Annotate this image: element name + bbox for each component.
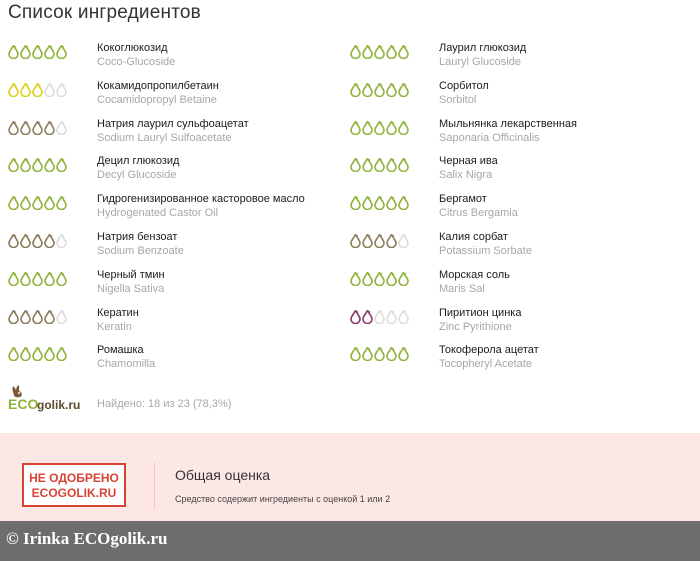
rating-drops bbox=[350, 120, 409, 140]
drop-icon bbox=[20, 195, 31, 215]
ingredient-name-ru[interactable]: Децил глюкозид bbox=[97, 155, 180, 168]
drop-icon bbox=[56, 120, 67, 140]
drop-icon bbox=[398, 346, 409, 366]
drop-icon bbox=[362, 157, 373, 177]
drop-icon bbox=[44, 271, 55, 291]
drop-icon bbox=[56, 157, 67, 177]
rating-drops bbox=[350, 44, 409, 64]
drop-icon bbox=[386, 271, 397, 291]
ingredient-name-lat: Decyl Glucoside bbox=[97, 169, 177, 182]
drop-icon bbox=[350, 309, 361, 329]
ingredient-name-lat: Lauryl Glucoside bbox=[439, 56, 521, 68]
drop-icon bbox=[32, 82, 43, 102]
ingredient-name-ru[interactable]: Калия сорбат bbox=[439, 230, 508, 243]
ingredient-name-lat: Hydrogenated Castor Oil bbox=[97, 207, 219, 220]
ingredient-names bbox=[439, 344, 539, 371]
drop-icon bbox=[8, 309, 19, 329]
ingredient-name-lat: Sodium Benzoate bbox=[97, 244, 184, 257]
logo-golik-text: golik.ru bbox=[37, 398, 81, 412]
drop-icon bbox=[44, 120, 55, 140]
ingredient-names bbox=[97, 155, 179, 182]
ingredient-name-ru[interactable]: Мыльнянка лекарственная bbox=[439, 117, 577, 130]
rating-drops bbox=[8, 309, 67, 329]
drop-icon bbox=[350, 82, 361, 102]
rating-drops bbox=[8, 233, 67, 253]
drop-icon bbox=[374, 271, 385, 291]
ingredient-name-lat: Nigella Sativa bbox=[97, 282, 165, 295]
drop-icon bbox=[32, 309, 43, 329]
ingredient-names bbox=[439, 155, 498, 182]
overall-rating-title: Общая оценка bbox=[175, 467, 271, 483]
drop-icon bbox=[8, 271, 19, 291]
drop-icon bbox=[20, 120, 31, 140]
rating-drops bbox=[350, 195, 409, 215]
drop-icon bbox=[398, 195, 409, 215]
rating-drops bbox=[350, 157, 409, 177]
stamp-line-2: ECOGOLIK.RU bbox=[31, 486, 117, 500]
ingredient-name-ru[interactable]: Сорбитол bbox=[439, 79, 489, 92]
drop-icon bbox=[56, 271, 67, 291]
drop-icon bbox=[374, 82, 385, 102]
ingredient-names bbox=[439, 42, 526, 69]
drop-icon bbox=[20, 157, 31, 177]
ingredient-name-lat: Saponaria Officinalis bbox=[439, 131, 540, 144]
drop-icon bbox=[56, 233, 67, 253]
not-approved-stamp bbox=[22, 463, 126, 507]
drop-icon bbox=[8, 346, 19, 366]
drop-icon bbox=[56, 44, 67, 64]
drop-icon bbox=[386, 44, 397, 64]
drop-icon bbox=[386, 309, 397, 329]
drop-icon bbox=[8, 233, 19, 253]
drop-icon bbox=[398, 157, 409, 177]
drop-icon bbox=[362, 271, 373, 291]
ingredient-name-ru[interactable]: Натрия лаурил сульфоацетат bbox=[97, 117, 249, 130]
ingredient-name-ru[interactable]: Бергамот bbox=[439, 193, 487, 206]
drop-icon bbox=[44, 309, 55, 329]
drop-icon bbox=[386, 120, 397, 140]
drop-icon bbox=[386, 82, 397, 102]
ingredient-names bbox=[97, 42, 175, 69]
ingredient-names bbox=[439, 80, 489, 107]
ingredient-name-ru[interactable]: Токоферола ацетат bbox=[439, 344, 539, 357]
drop-icon bbox=[44, 44, 55, 64]
drop-icon bbox=[32, 195, 43, 215]
rating-drops bbox=[8, 346, 67, 366]
ingredient-names bbox=[439, 193, 518, 220]
rating-drops bbox=[8, 157, 67, 177]
ingredient-name-lat: Maris Sal bbox=[439, 282, 485, 295]
drop-icon bbox=[386, 233, 397, 253]
rating-drops bbox=[8, 120, 67, 140]
drop-icon bbox=[8, 120, 19, 140]
ingredient-name-ru[interactable]: Морская соль bbox=[439, 268, 510, 281]
ingredient-names bbox=[439, 118, 577, 145]
ingredient-names bbox=[97, 344, 155, 371]
ingredient-name-lat: Sodium Lauryl Sulfoacetate bbox=[97, 131, 232, 144]
ingredient-name-lat: Chamomilla bbox=[97, 358, 156, 371]
drop-icon bbox=[374, 309, 385, 329]
rating-drops bbox=[350, 346, 409, 366]
drop-icon bbox=[374, 233, 385, 253]
ingredient-name-ru[interactable]: Натрия бензоат bbox=[97, 230, 178, 243]
drop-icon bbox=[374, 120, 385, 140]
rating-drops bbox=[8, 82, 67, 102]
drop-icon bbox=[350, 157, 361, 177]
drop-icon bbox=[32, 271, 43, 291]
drop-icon bbox=[386, 346, 397, 366]
page-title: Список ингредиентов bbox=[8, 2, 201, 23]
drop-icon bbox=[20, 309, 31, 329]
drop-icon bbox=[32, 157, 43, 177]
ingredient-names bbox=[97, 307, 139, 334]
ingredient-name-ru[interactable]: Гидрогенизированное касторовое масло bbox=[97, 193, 305, 206]
drop-icon bbox=[362, 233, 373, 253]
rating-drops bbox=[8, 44, 67, 64]
ecogolik-logo bbox=[8, 381, 88, 418]
verdict-divider bbox=[154, 462, 155, 510]
drop-icon bbox=[374, 44, 385, 64]
drop-icon bbox=[374, 157, 385, 177]
ingredient-name-ru[interactable]: Черный тмин bbox=[97, 268, 165, 281]
logo-eco-text: ECO bbox=[8, 396, 39, 412]
ingredient-name-lat: Potassium Sorbate bbox=[439, 244, 532, 257]
ingredient-names bbox=[97, 193, 305, 220]
ingredient-names bbox=[439, 231, 532, 258]
drop-icon bbox=[56, 195, 67, 215]
ingredient-name-ru[interactable]: Ромашка bbox=[97, 344, 144, 357]
drop-icon bbox=[8, 82, 19, 102]
drop-icon bbox=[398, 44, 409, 64]
photo-credit: © Irinka ECOgolik.ru bbox=[6, 529, 168, 548]
drop-icon bbox=[32, 346, 43, 366]
ingredient-name-lat: Coco-Glucoside bbox=[97, 56, 176, 68]
ingredient-name-ru[interactable]: Кератин bbox=[97, 306, 139, 319]
rating-drops bbox=[350, 233, 409, 253]
drop-icon bbox=[398, 233, 409, 253]
drop-icon bbox=[44, 195, 55, 215]
drop-icon bbox=[386, 157, 397, 177]
rating-drops bbox=[8, 195, 67, 215]
drop-icon bbox=[20, 233, 31, 253]
drop-icon bbox=[32, 233, 43, 253]
rating-drops bbox=[8, 271, 67, 291]
found-count: Найдено: 18 из 23 (78,3%) bbox=[97, 398, 232, 410]
rating-drops bbox=[350, 309, 409, 329]
drop-icon bbox=[362, 82, 373, 102]
drop-icon bbox=[8, 44, 19, 64]
drop-icon bbox=[32, 44, 43, 64]
drop-icon bbox=[398, 120, 409, 140]
drop-icon bbox=[8, 157, 19, 177]
ingredient-name-ru[interactable]: Пиритион цинка bbox=[439, 306, 522, 319]
ingredient-names bbox=[97, 118, 249, 145]
ingredient-name-lat: Citrus Bergamia bbox=[439, 207, 518, 220]
drop-icon bbox=[350, 44, 361, 64]
drop-icon bbox=[350, 346, 361, 366]
ingredient-name-ru[interactable]: Кокамидопропилбетаин bbox=[97, 79, 219, 92]
drop-icon bbox=[374, 346, 385, 366]
drop-icon bbox=[56, 346, 67, 366]
drop-icon bbox=[56, 309, 67, 329]
ingredient-name-lat: Cocamidopropyl Betaine bbox=[97, 93, 217, 106]
drop-icon bbox=[44, 233, 55, 253]
drop-icon bbox=[398, 271, 409, 291]
drop-icon bbox=[398, 82, 409, 102]
drop-icon bbox=[374, 195, 385, 215]
ingredient-name-lat: Keratin bbox=[97, 320, 132, 333]
drop-icon bbox=[362, 44, 373, 64]
drop-icon bbox=[362, 195, 373, 215]
drop-icon bbox=[398, 309, 409, 329]
drop-icon bbox=[20, 82, 31, 102]
drop-icon bbox=[20, 346, 31, 366]
drop-icon bbox=[350, 195, 361, 215]
overall-rating-description: Средство содержит ингредиенты с оценкой 1 или 2 bbox=[175, 494, 391, 504]
drop-icon bbox=[350, 120, 361, 140]
drop-icon bbox=[362, 346, 373, 366]
drop-icon bbox=[386, 195, 397, 215]
ingredient-names bbox=[439, 307, 521, 334]
ingredient-name-lat: Zinc Pyrithione bbox=[439, 320, 512, 333]
rating-drops bbox=[350, 271, 409, 291]
ingredient-names bbox=[97, 231, 184, 258]
rating-drops bbox=[350, 82, 409, 102]
drop-icon bbox=[20, 44, 31, 64]
drop-icon bbox=[56, 82, 67, 102]
drop-icon bbox=[8, 195, 19, 215]
ingredient-name-ru[interactable]: Черная ива bbox=[439, 155, 498, 168]
drop-icon bbox=[44, 346, 55, 366]
ingredient-name-lat: Sorbitol bbox=[439, 93, 477, 106]
ingredient-name-ru[interactable]: Лаурил глюкозид bbox=[439, 42, 527, 54]
drop-icon bbox=[32, 120, 43, 140]
drop-icon bbox=[350, 233, 361, 253]
drop-icon bbox=[44, 82, 55, 102]
ingredient-names bbox=[97, 269, 165, 296]
stamp-line-1: НЕ ОДОБРЕНО bbox=[29, 471, 119, 485]
ingredient-names bbox=[97, 80, 219, 107]
drop-icon bbox=[44, 157, 55, 177]
ingredient-name-lat: Salix Nigra bbox=[439, 169, 493, 182]
drop-icon bbox=[20, 271, 31, 291]
drop-icon bbox=[362, 120, 373, 140]
ingredient-name-lat: Tocopheryl Acetate bbox=[439, 358, 532, 371]
ingredient-name-ru[interactable]: Кокоглюкозид bbox=[97, 42, 168, 54]
drop-icon bbox=[362, 309, 373, 329]
ingredient-names bbox=[439, 269, 510, 296]
drop-icon bbox=[350, 271, 361, 291]
